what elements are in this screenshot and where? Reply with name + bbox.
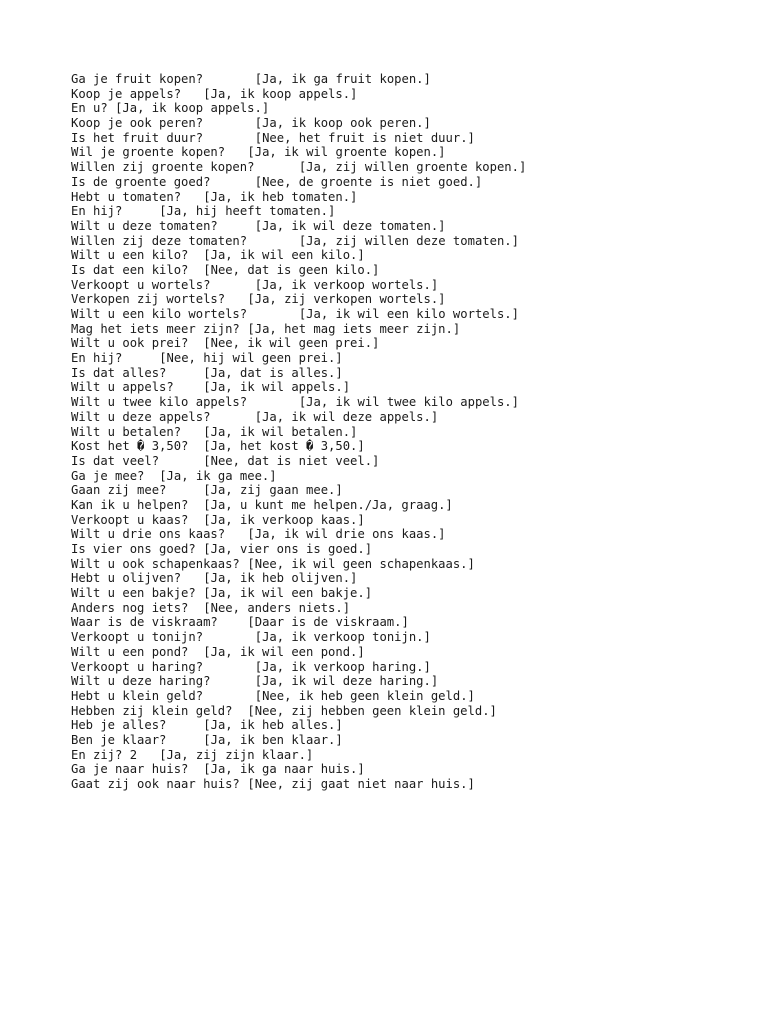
dialogue-line: [71, 145, 526, 160]
question-text: Wilt u appels?: [71, 380, 174, 395]
answer-text: [Ja, ik wil deze haring.]: [254, 674, 439, 689]
answer-text: [Ja, ik koop ook peren.]: [254, 116, 431, 131]
dialogue-line: [71, 645, 526, 660]
question-text: Ga je naar huis?: [71, 762, 189, 777]
dialogue-line: [71, 322, 526, 337]
answer-text: [Ja, zij zijn klaar.]: [159, 747, 314, 762]
question-text: En hij?: [71, 351, 123, 366]
question-text: Is dat alles?: [71, 365, 167, 380]
dialogue-line: [71, 366, 526, 381]
question-text: Wilt u deze appels?: [71, 409, 211, 424]
answer-text: [Ja, ik verkoop tonijn.]: [254, 630, 431, 645]
question-text: Verkopen zij wortels?: [71, 292, 226, 307]
answer-text: [Nee, dat is geen kilo.]: [203, 262, 380, 277]
dialogue-line: [71, 234, 526, 249]
question-text: Is dat een kilo?: [71, 262, 189, 277]
answer-text: [Ja, ik koop appels.]: [115, 101, 270, 116]
dialogue-line: [71, 425, 526, 440]
dialogue-line: [71, 733, 526, 748]
answer-text: [Nee, anders niets.]: [203, 600, 351, 615]
answer-text: [Ja, ik ben klaar.]: [203, 732, 343, 747]
dialogue-line: [71, 660, 526, 675]
answer-text: [Ja, dat is alles.]: [203, 365, 343, 380]
answer-text: [Ja, ik wil een kilo wortels.]: [298, 307, 519, 321]
dialogue-line: [71, 160, 526, 175]
dialogue-line: [71, 777, 526, 792]
question-text: Gaan zij mee?: [71, 483, 167, 498]
answer-text: [Ja, vier ons is goed.]: [203, 542, 373, 556]
answer-text: [Ja, ik wil deze appels.]: [254, 409, 439, 424]
answer-text: [Ja, ik wil deze tomaten.]: [254, 218, 446, 233]
question-text: En u?: [71, 101, 108, 116]
dialogue-line: [71, 190, 526, 205]
answer-text: [Ja, zij willen deze tomaten.]: [298, 233, 519, 248]
question-text: Hebt u tomaten?: [71, 189, 182, 204]
answer-text: [Ja, ik wil een bakje.]: [203, 586, 373, 601]
answer-text: [Ja, ik verkoop haring.]: [254, 659, 431, 674]
question-text: Wilt u betalen?: [71, 424, 182, 439]
question-text: Wil je groente kopen?: [71, 145, 226, 160]
question-text: Hebt u olijven?: [71, 571, 182, 586]
answer-text: [Ja, u kunt me helpen./Ja, graag.]: [203, 497, 453, 512]
dialogue-line: [71, 248, 526, 263]
question-text: Heb je alles?: [71, 718, 167, 733]
answer-text: [Nee, ik wil geen schapenkaas.]: [247, 556, 475, 571]
dialogue-line: [71, 116, 526, 131]
answer-text: [Ja, ik wil twee kilo appels.]: [298, 395, 519, 410]
question-text: Is vier ons goed?: [71, 542, 196, 556]
answer-text: [Ja, ik wil appels.]: [203, 380, 351, 395]
answer-text: [Nee, dat is niet veel.]: [203, 453, 380, 468]
answer-text: [Ja, ik wil betalen.]: [203, 424, 358, 439]
answer-text: [Nee, zij hebben geen klein geld.]: [247, 703, 497, 718]
answer-text: [Ja, ik ga mee.]: [159, 468, 277, 483]
dialogue-line: [71, 454, 526, 469]
question-text: Wilt u een kilo?: [71, 248, 189, 263]
dialogue-line: [71, 131, 526, 146]
dialogue-line: [71, 336, 526, 351]
dialogue-line: [71, 704, 526, 719]
question-text: Mag het iets meer zijn?: [71, 321, 240, 336]
answer-text: [Ja, ik heb olijven.]: [203, 571, 358, 586]
dialogue-line: [71, 571, 526, 586]
dialogue-line: [71, 439, 526, 454]
question-text: Kan ik u helpen?: [71, 497, 189, 512]
question-text: Ga je mee?: [71, 468, 145, 483]
answer-text: [Ja, ik ga fruit kopen.]: [254, 72, 431, 86]
answer-text: [Ja, ik koop appels.]: [203, 86, 358, 101]
answer-text: [Ja, het kost � 3,50.]: [203, 439, 365, 454]
dialogue-line: [71, 72, 526, 87]
dialogue-line: [71, 380, 526, 395]
question-text: Koop je ook peren?: [71, 116, 204, 131]
question-text: Verkoopt u kaas?: [71, 512, 189, 527]
question-text: Wilt u twee kilo appels?: [71, 395, 248, 410]
answer-text: [Ja, ik wil een kilo.]: [203, 248, 365, 263]
answer-text: [Ja, ik heb tomaten.]: [203, 189, 358, 204]
dialogue-line: [71, 87, 526, 102]
dialogue-line: [71, 263, 526, 278]
dialogue-line: [71, 219, 526, 234]
question-text: Anders nog iets?: [71, 600, 189, 615]
dialogue-line: [71, 615, 526, 630]
answer-text: [Ja, ik ga naar huis.]: [203, 762, 365, 777]
question-text: Wilt u ook schapenkaas?: [71, 556, 240, 571]
answer-text: [Ja, zij gaan mee.]: [203, 483, 343, 498]
answer-text: [Ja, zij willen groente kopen.]: [298, 160, 527, 175]
answer-text: [Ja, ik verkoop kaas.]: [203, 512, 365, 527]
question-text: Verkoopt u wortels?: [71, 277, 211, 292]
answer-text: [Ja, ik wil groente kopen.]: [247, 145, 446, 160]
dialogue-line: [71, 762, 526, 777]
question-text: Koop je appels?: [71, 86, 182, 101]
answer-text: [Ja, het mag iets meer zijn.]: [247, 321, 461, 336]
dialogue-line: [71, 175, 526, 190]
dialogue-line: [71, 307, 526, 322]
dialogue-line: [71, 542, 526, 557]
answer-text: [Nee, hij wil geen prei.]: [159, 351, 343, 366]
answer-text: [Ja, ik verkoop wortels.]: [254, 277, 439, 292]
answer-text: [Ja, ik wil drie ons kaas.]: [247, 527, 446, 542]
dialogue-line: [71, 278, 526, 293]
dialogue-line: [71, 292, 526, 307]
question-text: Is de groente goed?: [71, 174, 211, 189]
question-text: Hebt u klein geld?: [71, 688, 204, 703]
dialogue-line: [71, 395, 526, 410]
dialogue-line: [71, 527, 526, 542]
dialogue-line: [71, 513, 526, 528]
question-text: En hij?: [71, 204, 123, 219]
question-text: Verkoopt u tonijn?: [71, 630, 204, 645]
question-text: Ga je fruit kopen?: [71, 72, 204, 86]
dialogue-line: [71, 748, 526, 763]
question-text: Gaat zij ook naar huis?: [71, 777, 240, 791]
dialogue-line: [71, 351, 526, 366]
answer-text: [Daar is de viskraam.]: [247, 615, 409, 630]
dialogue-line: [71, 586, 526, 601]
question-text: Ben je klaar?: [71, 732, 167, 747]
dialogue-line: [71, 498, 526, 513]
question-text: Is dat veel?: [71, 453, 160, 468]
answer-text: [Ja, ik wil een pond.]: [203, 644, 365, 659]
dialogue-line: [71, 101, 526, 116]
dialogue-line: [71, 483, 526, 498]
answer-text: [Nee, het fruit is niet duur.]: [254, 130, 475, 145]
dialogue-line: [71, 674, 526, 689]
question-text: Verkoopt u haring?: [71, 659, 204, 674]
dialogue-line: [71, 204, 526, 219]
question-text: Wilt u een bakje?: [71, 586, 196, 601]
question-text: Wilt u een pond?: [71, 644, 189, 659]
dialogue-line: [71, 557, 526, 572]
question-text: Wilt u een kilo wortels?: [71, 307, 248, 321]
question-text: En zij? 2: [71, 747, 138, 762]
question-text: Willen zij groente kopen?: [71, 160, 255, 175]
answer-text: [Nee, de groente is niet goed.]: [254, 174, 483, 189]
question-text: Wilt u drie ons kaas?: [71, 527, 226, 542]
question-text: Waar is de viskraam?: [71, 615, 218, 630]
answer-text: [Ja, hij heeft tomaten.]: [159, 204, 336, 219]
dialogue-line: [71, 630, 526, 645]
dialogue-line: [71, 718, 526, 733]
question-text: Wilt u deze haring?: [71, 674, 211, 689]
dialogue-line: [71, 410, 526, 425]
dialogue-line: [71, 689, 526, 704]
answer-text: [Nee, zij gaat niet naar huis.]: [247, 777, 475, 791]
dialogue-line: [71, 601, 526, 616]
answer-text: [Ja, zij verkopen wortels.]: [247, 292, 446, 307]
question-text: Hebben zij klein geld?: [71, 703, 233, 718]
question-text: Wilt u ook prei?: [71, 336, 189, 351]
answer-text: [Nee, ik heb geen klein geld.]: [254, 688, 475, 703]
question-text: Wilt u deze tomaten?: [71, 218, 218, 233]
question-text: Willen zij deze tomaten?: [71, 233, 248, 248]
answer-text: [Ja, ik heb alles.]: [203, 718, 343, 733]
dialogue-list: [71, 72, 526, 792]
answer-text: [Nee, ik wil geen prei.]: [203, 336, 380, 351]
dialogue-line: [71, 469, 526, 484]
question-text: Is het fruit duur?: [71, 130, 204, 145]
question-text: Kost het � 3,50?: [71, 439, 189, 454]
